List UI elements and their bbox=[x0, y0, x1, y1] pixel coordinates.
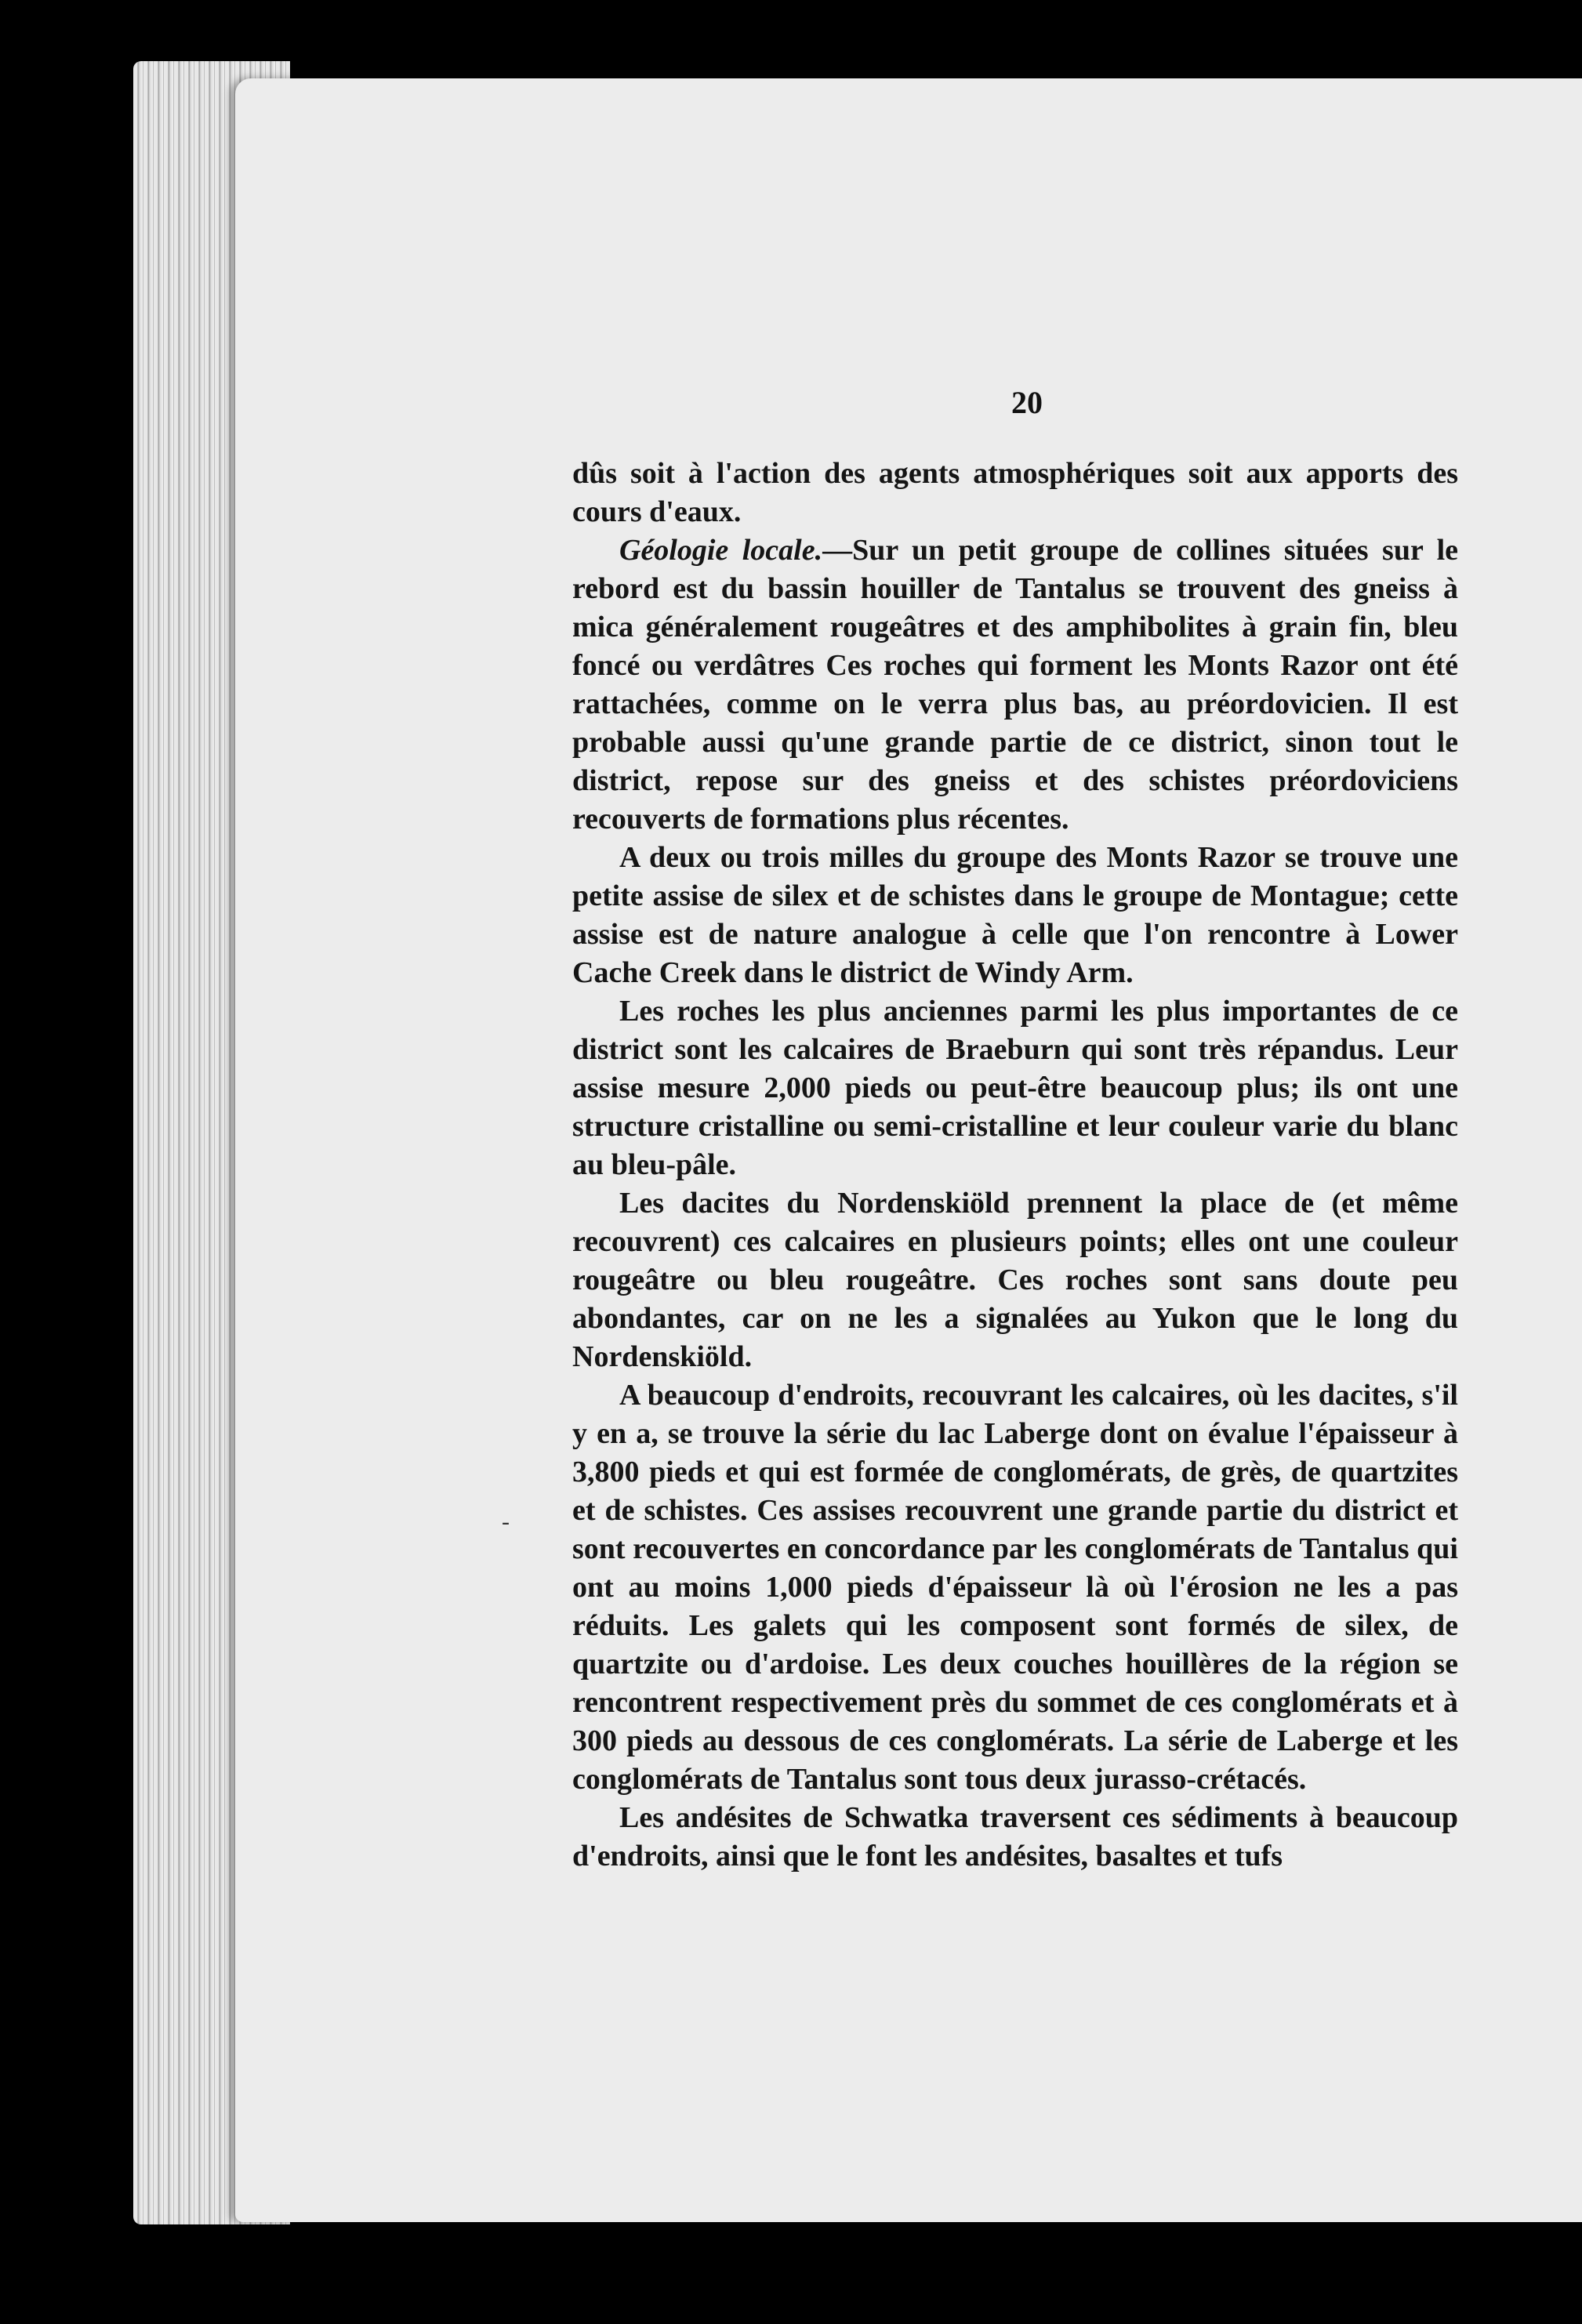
body-text bbox=[572, 455, 1458, 1876]
paragraph: dûs soit à l'action des agents atmosphériques soit aux apports des cours d'eaux. bbox=[572, 457, 1458, 528]
paragraph: A beaucoup d'endroits, recouvrant les calcaires, où les dacites, s'il y en a, se trouve la série du lac Laberge dont on évalue l'épaisseur à 3,800 pieds et qui est formée de conglomérats, de grès, de quartzites et de schistes. Ces assises recouvrent une grande partie du district et sont recouvertes en concordance par les conglomérats de Tantalus qui ont au moins 1,000 pieds d'épaisseur là où l'érosion ne les a pas réduits. Les galets qui les composent sont formés de silex, de quartzite ou d'ardoise. Les deux couches houillères de la région se rencontrent respectivement près du sommet de ces conglomérats et à 300 pieds au dessous de ces conglomérats. La série de Laberge et les conglomérats de Tantalus sont tous deux jurasso-crétacés. bbox=[572, 1379, 1458, 1796]
paragraph: A deux ou trois milles du groupe des Monts Razor se trouve une petite assise de silex et de schistes dans le groupe de Montague; cette assise est de nature analogue à celle que l'on rencontre à Lower Cache Creek dans le district de Windy Arm. bbox=[572, 841, 1458, 989]
margin-mark: - bbox=[502, 1509, 510, 1535]
paragraph: Les roches les plus anciennes parmi les plus importantes de ce district sont les calcaires de Braeburn qui sont très répandus. Leur assise mesure 2,000 pieds ou peut-être beaucoup plus; ils ont une structure cristalline ou semi-cristalline et leur couleur varie du blanc au bleu-pâle. bbox=[572, 995, 1458, 1181]
section-heading: Géologie locale. bbox=[619, 534, 823, 567]
paragraph: Les andésites de Schwatka traversent ces sédiments à beaucoup d'endroits, ainsi que le font les andésites, basaltes et tufs bbox=[572, 1801, 1458, 1873]
page-number: 20 bbox=[1011, 385, 1043, 420]
paragraph: Géologie locale.—Sur un petit groupe de collines situées sur le rebord est du bassin houiller de Tantalus se trouvent des gneiss à mica généralement rougeâtres et des amphibolites à grain fin, bleu foncé ou verdâtres Ces roches qui forment les Monts Razor ont été rattachées, comme on le verra plus bas, au préordovicien. Il est probable aussi qu'une grande partie de ce district, sinon tout le district, repose sur des gneiss et des schistes préordoviciens recouverts de formations plus récentes. bbox=[572, 534, 1458, 836]
paragraph: Les dacites du Nordenskiöld prennent la place de (et même recouvrent) ces calcaires en plusieurs points; elles ont une couleur rougeâtre ou bleu rougeâtre. Ces roches sont sans doute peu abondantes, car on ne les a signalées au Yukon que le long du Nordenskiöld. bbox=[572, 1187, 1458, 1373]
